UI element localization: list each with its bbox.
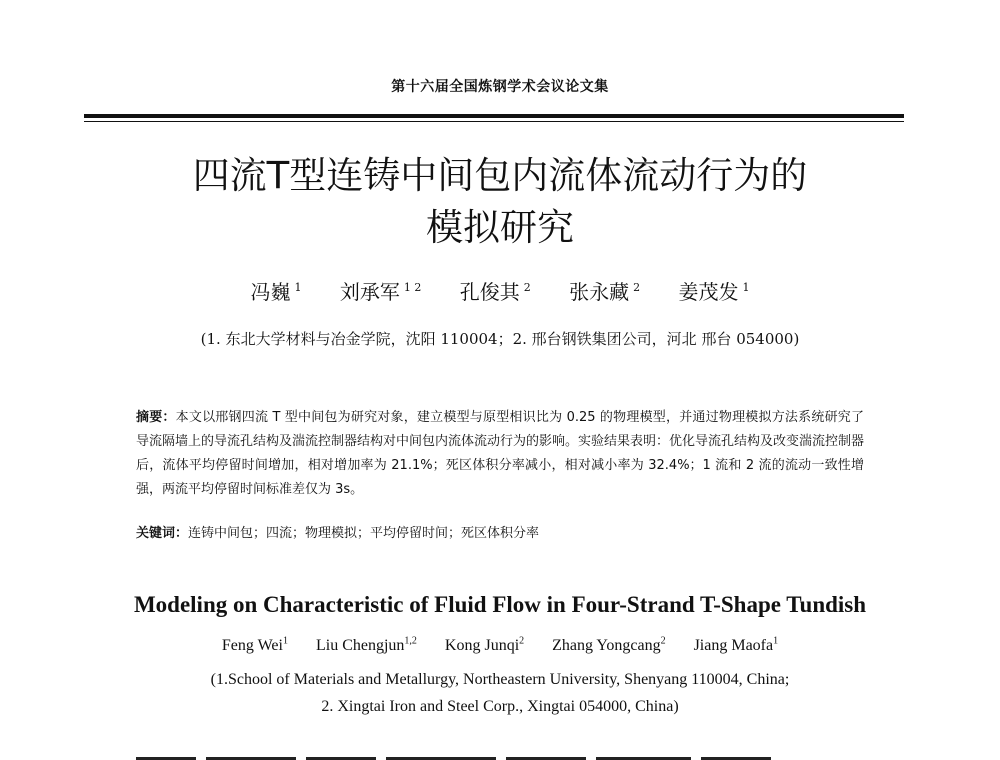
authors-en [0,636,1000,655]
author-cn: 张永藏 $^2$ [569,280,641,304]
abstract-text: 本文以邢钢四流 T 型中间包为研究对象，建立模型与原型相识比为 0.25 的物理模型，并通过物理模拟方法系统研究了导流隔墙上的导流孔结构及湍流控制器结构对中间包内流体流动行为的影响。实验结果表明：优化导流孔结构及改变湍流控制器后，流体平均停留时间增加，相对增加率为 21.1%；死区体积分率减小，相对减小率为 32.4%；1 流和 2 流的流动一致性增强，两流平均停留时间标准差仅为 3s。 [136,410,865,497]
title-cn [0,150,1000,254]
abstract-label: 摘要： [136,410,176,425]
affiliation-en-line2: 2. Xingtai Iron and Steel Corp., Xingtai 054000, China) [321,698,679,715]
author-en: Jiang Maofa$^1$ [693,636,779,655]
affiliation-cn: (1. 东北大学材料与冶金学院，沈阳 110004；2. 邢台钢铁集团公司，河北 邢台 054000) [200,330,800,348]
running-head: 第十六届全国炼钢学术会议论文集 [391,79,609,95]
author-cn: 孔俊其 $^2$ [459,280,531,304]
title-en: Modeling on Characteristic of Fluid Flow in Four-Strand T-Shape Tundish [133,592,867,617]
truncated-text-line [136,748,864,760]
author-cn: 姜茂发 $^1$ [678,280,750,304]
keywords-cn [136,522,864,546]
author-en: Kong Junqi$^2$ [444,636,525,655]
title-cn-line1: 四流T型连铸中间包内流体流动行为的 [192,154,808,197]
header-rule-thin [84,121,904,122]
author-cn: 冯巍 $^1$ [250,280,302,304]
header-rule-thick [84,114,904,118]
affiliation-en-line1: (1.School of Materials and Metallurgy, Northeastern University, Shenyang 110004, China; [210,671,790,688]
author-en: Liu Chengjun$^{1,2}$ [315,636,417,655]
author-en: Feng Wei$^1$ [221,636,288,655]
keywords-label: 关键词： [136,526,189,541]
title-cn-line2: 模拟研究 [426,206,574,249]
authors-cn [0,276,1000,305]
affiliation-en [0,666,1000,720]
author-en: Zhang Yongcang$^2$ [552,636,666,655]
abstract-cn [136,406,864,502]
author-cn: 刘承军 $^{1 2}$ [339,280,422,304]
keywords-text: 连铸中间包；四流；物理模拟；平均停留时间；死区体积分率 [188,526,540,541]
